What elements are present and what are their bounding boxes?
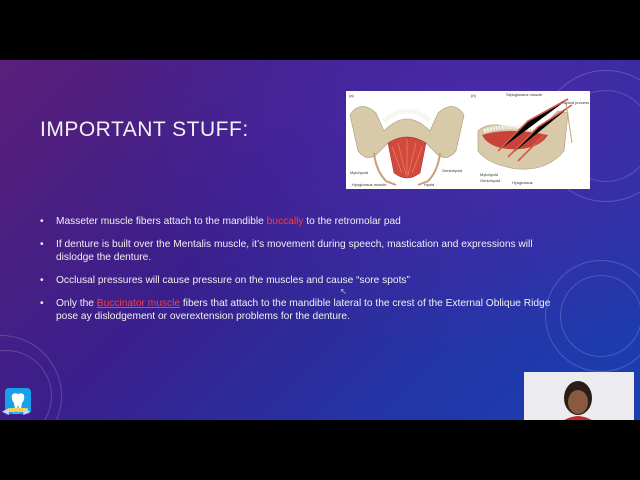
bullet-text: If denture is built over the Mentalis muscle, it’s movement during speech, mastication and expressions will dislodge the denture. bbox=[56, 239, 533, 263]
bullet-text: fibers that attach to the mandible lateral to the crest of the External Oblique Ridge pose ay dislodgement or overextension problems for the denture. bbox=[56, 298, 551, 322]
figure-label: Mylohyoid bbox=[480, 172, 499, 177]
bullet-dot: • bbox=[40, 275, 44, 286]
letterbox-bottom bbox=[0, 420, 640, 480]
bullet-text: Occlusal pressures will cause pressure on the muscles and cause “sore spots” bbox=[56, 275, 410, 286]
figure-panel-a bbox=[346, 91, 468, 189]
letterbox-top bbox=[0, 0, 640, 60]
figure-panel-b bbox=[468, 91, 590, 189]
anatomy-figure bbox=[346, 91, 590, 189]
figure-label: Hyoglossus muscle bbox=[352, 182, 387, 187]
bullet-dot: • bbox=[40, 298, 44, 309]
figure-label: Hyoid bbox=[424, 182, 435, 187]
bullet-list bbox=[40, 215, 570, 333]
figure-label: Styloglossus muscle bbox=[506, 92, 543, 97]
bullet-dot: • bbox=[40, 216, 44, 227]
bullet-item bbox=[40, 297, 570, 323]
bullet-item bbox=[40, 238, 570, 264]
figure-label: Styloid process bbox=[562, 100, 590, 105]
bullet-text: to the retromolar pad bbox=[303, 216, 401, 227]
mouse-cursor-icon: ↖ bbox=[340, 287, 347, 296]
bullet-item bbox=[40, 215, 570, 228]
figure-label: Hyoglossus bbox=[512, 180, 533, 185]
figure-label: Geniohyoid bbox=[480, 178, 501, 183]
highlighted-term: Buccinator muscle bbox=[96, 298, 181, 309]
bullet-text: Masseter muscle fibers attach to the mandible bbox=[56, 216, 267, 227]
bullet-dot: • bbox=[40, 239, 44, 250]
highlighted-term: buccally bbox=[266, 216, 304, 227]
bullet-item bbox=[40, 274, 570, 287]
slide-navigation-controls[interactable]: ◀ □ ▶ bbox=[2, 406, 32, 416]
figure-panel-tag: (a) bbox=[349, 93, 354, 98]
presentation-slide bbox=[0, 60, 640, 420]
figure-label: Geniohyoid bbox=[442, 168, 463, 173]
figure-panel-tag: (b) bbox=[471, 93, 476, 98]
slide-title: IMPORTANT STUFF: bbox=[40, 118, 249, 141]
figure-label: Mylohyoid bbox=[350, 170, 369, 175]
bullet-text: Only the bbox=[56, 298, 97, 309]
presenter-webcam-video bbox=[524, 372, 634, 420]
